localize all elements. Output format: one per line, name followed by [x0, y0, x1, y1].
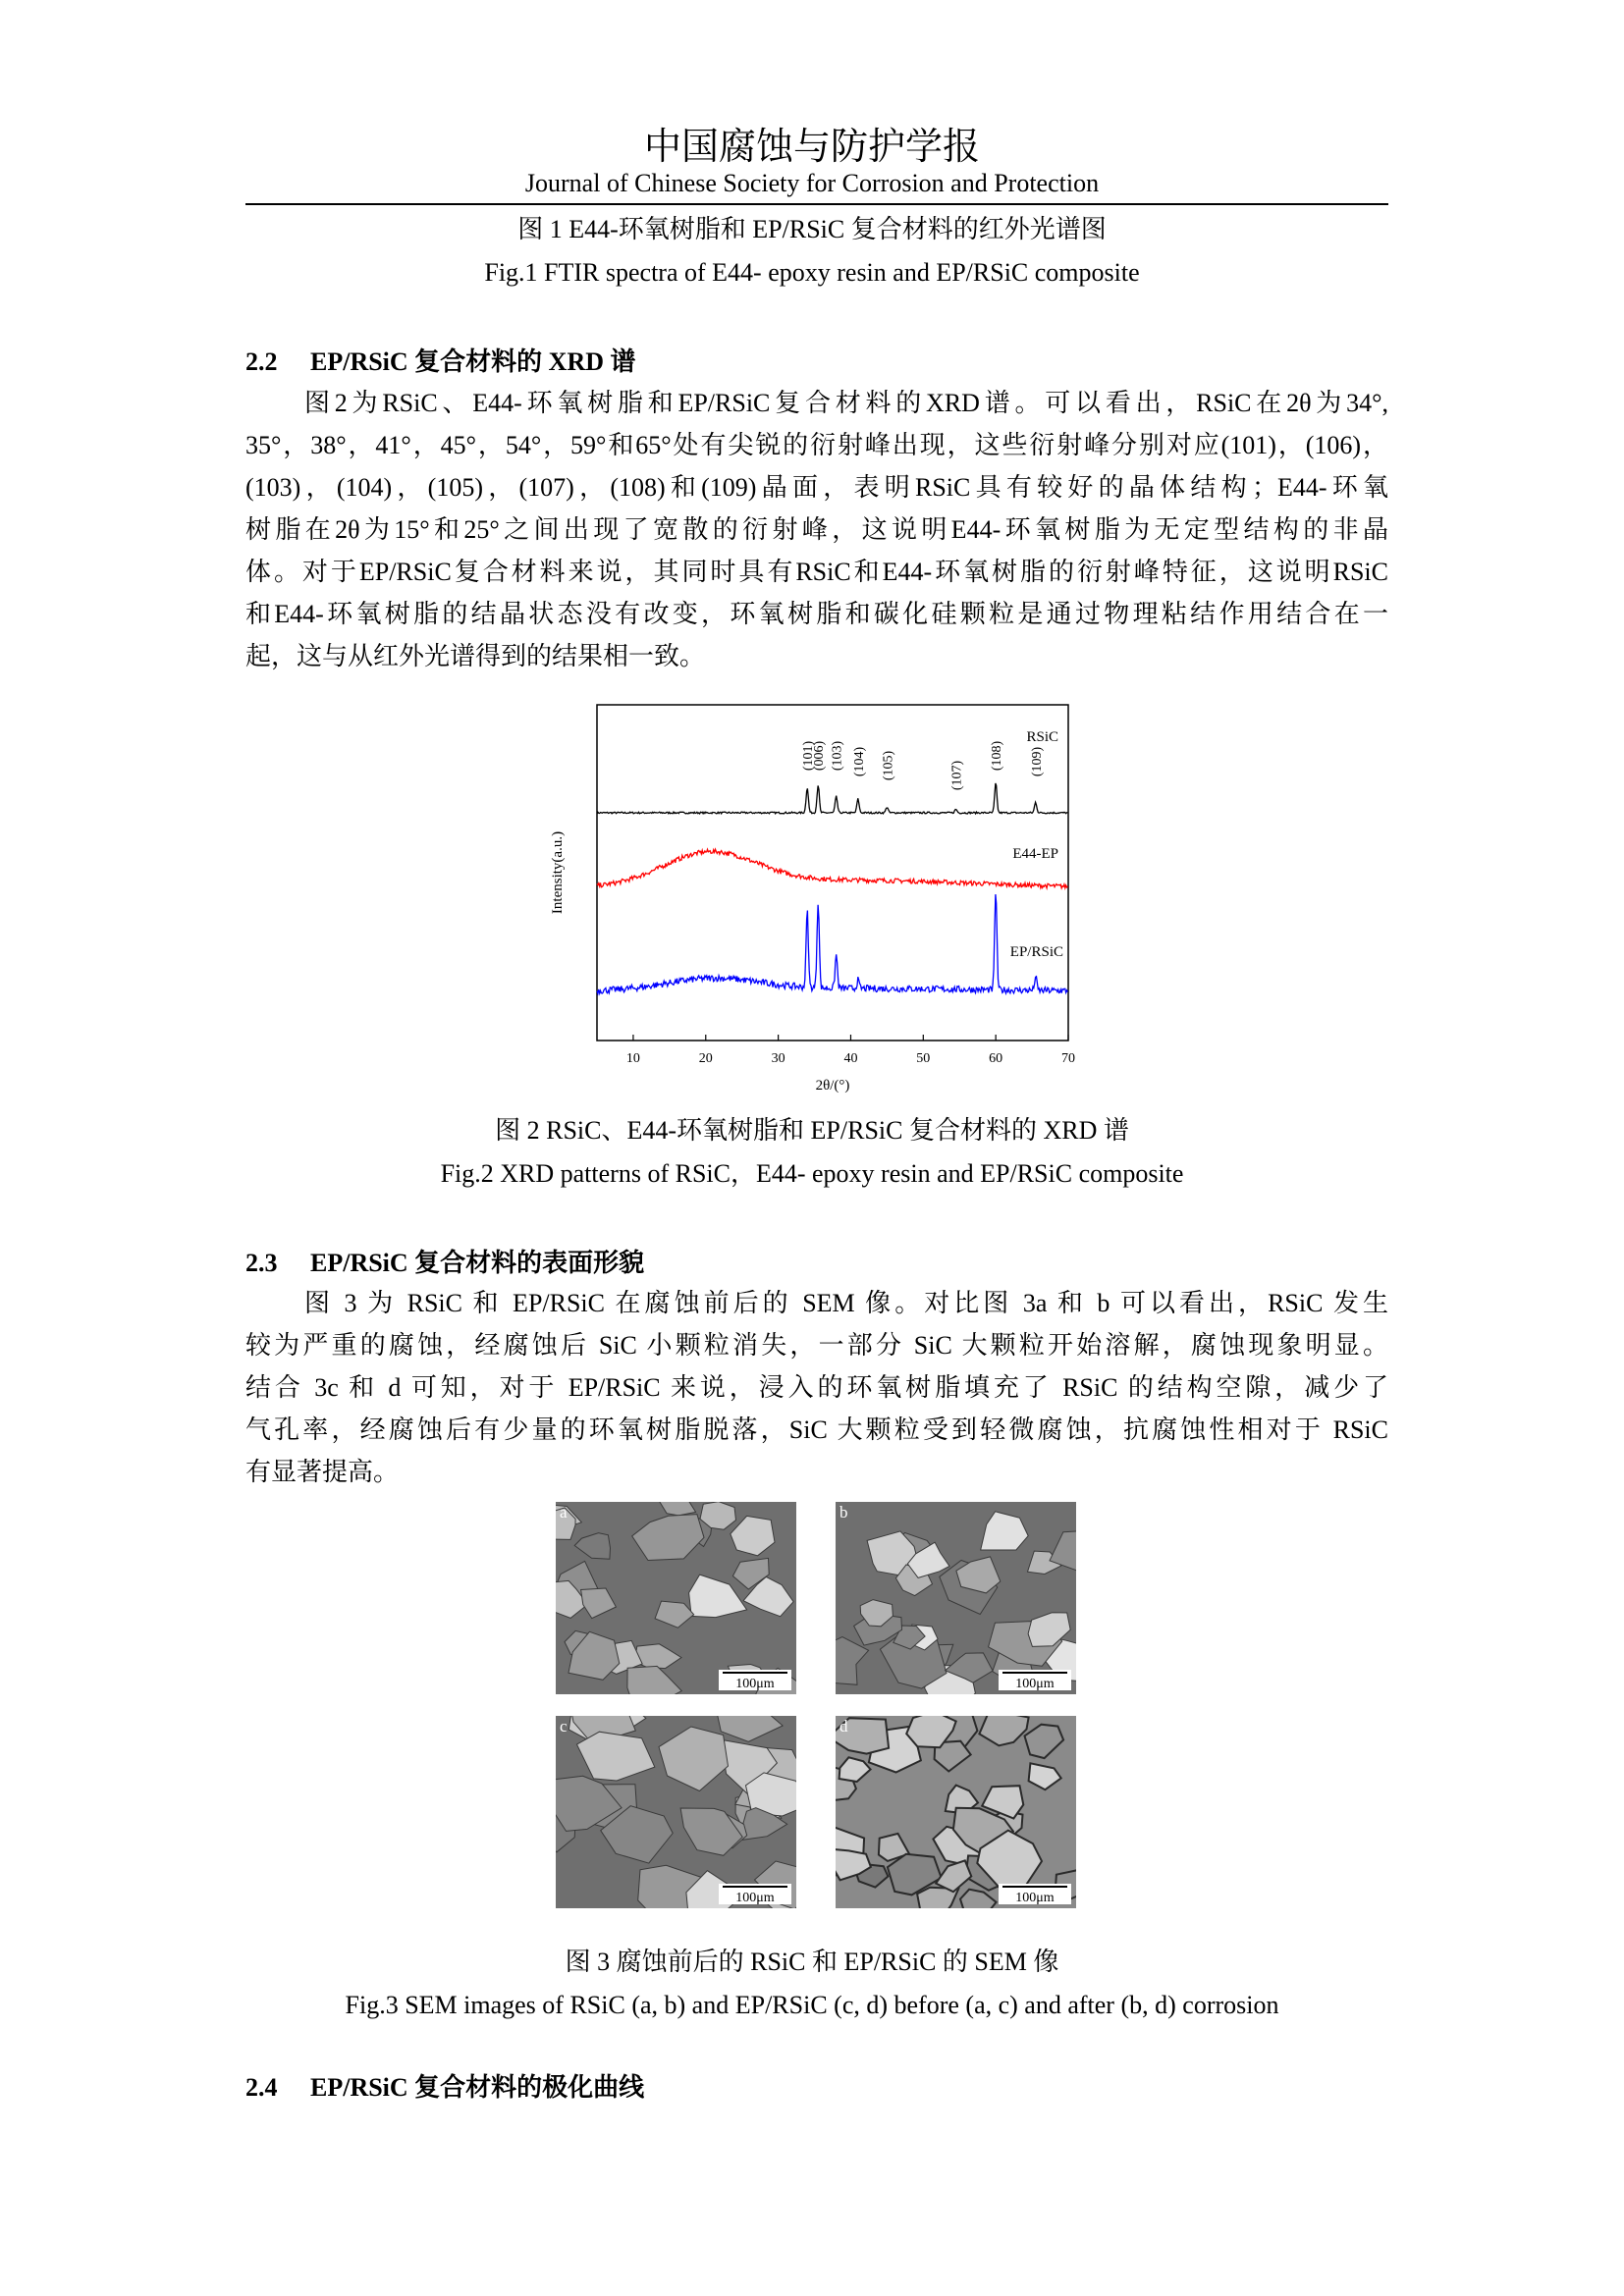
panel-label: d — [839, 1717, 848, 1735]
xrd-chart — [538, 687, 1078, 1099]
text-line: 起，这与从红外光谱得到的结果相一致。 — [245, 642, 706, 670]
text-line: 较为严重的腐蚀，经腐蚀后 SiC 小颗粒消失，一部分 SiC 大颗粒开始溶解，腐蚀现象明显。 — [245, 1331, 1388, 1360]
fig3-caption-cn: 图 3 腐蚀前后的 RSiC 和 EP/RSiC 的 SEM 像 — [565, 1948, 1059, 1976]
series-line-1 — [597, 849, 1067, 888]
y-axis-label: Intensity(a.u.) — [550, 830, 566, 915]
xrd-plot — [538, 687, 1078, 1099]
panel-label: c — [560, 1717, 568, 1735]
text-line: 图2为RSiC、E44-环氧树脂和EP/RSiC复合材料的XRD谱。可以看出，RSiC在2θ为34°, — [304, 389, 1388, 417]
section-title: EP/RSiC 复合材料的 XRD 谱 — [310, 347, 636, 376]
x-tick-label: 40 — [843, 1051, 858, 1066]
text-line: 图 3 为 RSiC 和 EP/RSiC 在腐蚀前后的 SEM 像。对比图 3a 和 b 可以看出，RSiC 发生 — [304, 1289, 1388, 1317]
x-tick-label: 60 — [989, 1051, 1003, 1066]
scale-bar-label: 100μm — [1015, 1891, 1055, 1905]
peak-label: (104) — [851, 746, 867, 777]
series-label-ep-rsic: EP/RSiC — [1009, 944, 1063, 960]
series-label-e44-ep: E44-EP — [1012, 846, 1058, 862]
fig1-caption-en: Fig.1 FTIR spectra of E44- epoxy resin and EP/RSiC composite — [484, 258, 1140, 287]
journal-title-cn: 中国腐蚀与防护学报 — [643, 127, 980, 168]
fig2-caption-en: Fig.2 XRD patterns of RSiC，E44- epoxy resin and EP/RSiC composite — [440, 1159, 1184, 1188]
peak-label: (101) — [801, 740, 817, 772]
sem-micrograph — [556, 1502, 796, 1694]
scale-bar-label: 100μm — [1015, 1677, 1055, 1691]
section-2-2-heading — [245, 342, 636, 378]
text-line: 35°，38°，41°，45°，54°，59°和65°处有尖锐的衍射峰出现，这些衍射峰分别对应(101)，(106)， — [245, 431, 1388, 459]
fig2-caption-cn: 图 2 RSiC、E44-环氧树脂和 EP/RSiC 复合材料的 XRD 谱 — [495, 1116, 1129, 1145]
peak-label: (105) — [881, 750, 896, 781]
text-line: 和E44-环氧树脂的结晶状态没有改变，环氧树脂和碳化硅颗粒是通过物理粘结作用结合在一 — [245, 600, 1388, 628]
sem-micrograph — [556, 1716, 796, 1908]
section-2-3-heading — [245, 1243, 644, 1279]
sem-micrograph — [836, 1716, 1076, 1908]
x-tick-label: 20 — [698, 1051, 713, 1066]
series-line-0 — [597, 783, 1067, 814]
panel-label: a — [560, 1503, 568, 1522]
text-line: (103)，(104)，(105)，(107)，(108)和(109)晶面，表明RSiC具有较好的晶体结构；E44-环氧 — [245, 473, 1388, 502]
peak-label: (103) — [830, 740, 845, 772]
peak-label: (109) — [1029, 746, 1045, 777]
sem-image-c — [556, 1716, 796, 1908]
section-number: 2.2 — [245, 347, 278, 376]
section-title: EP/RSiC 复合材料的表面形貌 — [310, 1249, 645, 1277]
series-line-2 — [597, 894, 1067, 993]
x-tick-label: 50 — [916, 1051, 931, 1066]
x-axis-label: 2θ/(°) — [815, 1078, 850, 1094]
header-rule — [245, 203, 1388, 205]
sem-image-d — [836, 1716, 1076, 1908]
text-line: 树脂在2θ为15°和25°之间出现了宽散的衍射峰，这说明E44-环氧树脂为无定型结构的非晶 — [245, 515, 1388, 544]
sem-image-b — [836, 1502, 1076, 1694]
x-tick-label: 70 — [1061, 1051, 1075, 1066]
text-line: 气孔率，经腐蚀后有少量的环氧树脂脱落，SiC 大颗粒受到轻微腐蚀，抗腐蚀性相对于 RSiC — [245, 1415, 1388, 1444]
section-2-3-paragraph — [245, 1282, 1388, 1493]
panel-label: b — [839, 1503, 848, 1522]
peak-label: (006) — [812, 740, 828, 772]
scale-bar-label: 100μm — [735, 1677, 775, 1691]
series-label-rsic: RSiC — [1026, 729, 1058, 745]
section-2-2-paragraph — [245, 382, 1388, 677]
peak-label: (107) — [949, 760, 965, 791]
sem-micrograph — [836, 1502, 1076, 1694]
fig3-caption-en: Fig.3 SEM images of RSiC (a, b) and EP/RSiC (c, d) before (a, c) and after (b, d) corrosion — [345, 1991, 1279, 2019]
fig1-caption-cn: 图 1 E44-环氧树脂和 EP/RSiC 复合材料的红外光谱图 — [517, 215, 1107, 243]
text-line: 结合 3c 和 d 可知，对于 EP/RSiC 来说，浸入的环氧树脂填充了 RSiC 的结构空隙，减少了 — [245, 1373, 1388, 1402]
text-line: 体。对于EP/RSiC复合材料来说，其同时具有RSiC和E44-环氧树脂的衍射峰特征，这说明RSiC — [245, 558, 1388, 586]
section-number: 2.4 — [245, 2073, 278, 2102]
peak-label: (108) — [990, 740, 1005, 772]
journal-title-en: Journal of Chinese Society for Corrosion and Protection — [524, 169, 1100, 197]
scale-bar-label: 100μm — [735, 1891, 775, 1905]
section-title: EP/RSiC 复合材料的极化曲线 — [310, 2073, 645, 2102]
text-line: 有显著提高。 — [245, 1458, 400, 1486]
section-2-4-heading — [245, 2067, 644, 2104]
sem-image-a — [556, 1502, 796, 1694]
section-number: 2.3 — [245, 1249, 278, 1277]
x-tick-label: 30 — [771, 1051, 785, 1066]
x-tick-label: 10 — [625, 1051, 640, 1066]
